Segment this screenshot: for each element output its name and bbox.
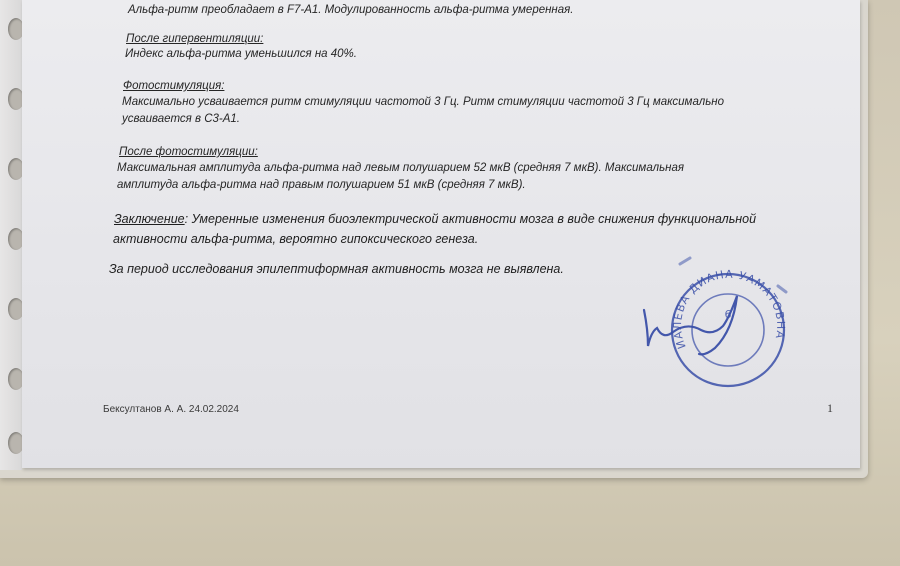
epileptiform-line: За период исследования эпилептиформная активность мозга не выявлена. bbox=[109, 262, 564, 276]
stamp-text: ИАЛЕВА ДИАНА УАМАТОВНА bbox=[671, 267, 788, 351]
author-date: Бексултанов А. А. 24.02.2024 bbox=[103, 404, 239, 415]
hyperventilation-text: Индекс альфа-ритма уменьшился на 40%. bbox=[125, 48, 357, 60]
alpha-rhythm-line: Альфа-ритм преобладает в F7-A1. Модулированность альфа-ритма умеренная. bbox=[128, 4, 574, 16]
hyperventilation-heading: После гипервентиляции: bbox=[126, 33, 264, 45]
photostimulation-text-1: Максимально усваивается ритм стимуляции частотой 3 Гц. Ритм стимуляции частотой 3 Гц максимально bbox=[122, 96, 724, 108]
conclusion-label: Заключение bbox=[114, 212, 185, 226]
conclusion-line-2: активности альфа-ритма, вероятно гипоксического генеза. bbox=[113, 232, 479, 246]
after-photostimulation-heading: После фотостимуляции: bbox=[119, 146, 258, 158]
photostimulation-heading: Фотостимуляция: bbox=[123, 80, 225, 92]
after-photostimulation-text-1: Максимальная амплитуда альфа-ритма над левым полушарием 52 мкВ (средняя 7 мкВ). Максимальная bbox=[117, 162, 684, 174]
conclusion-text-1: : Умеренные изменения биоэлектрической активности мозга в виде снижения функциональной bbox=[184, 212, 757, 226]
svg-text:6: 6 bbox=[724, 308, 732, 321]
doctor-stamp bbox=[628, 252, 798, 402]
after-photostimulation-text-2: амплитуда альфа-ритма над правым полушарием 51 мкВ (средняя 7 мкВ). bbox=[117, 179, 526, 191]
sleeve-binding-edge bbox=[0, 0, 22, 470]
page-number: 1 bbox=[827, 401, 833, 415]
photostimulation-text-2: усваивается в С3-А1. bbox=[122, 113, 240, 125]
signature-icon bbox=[644, 296, 737, 354]
